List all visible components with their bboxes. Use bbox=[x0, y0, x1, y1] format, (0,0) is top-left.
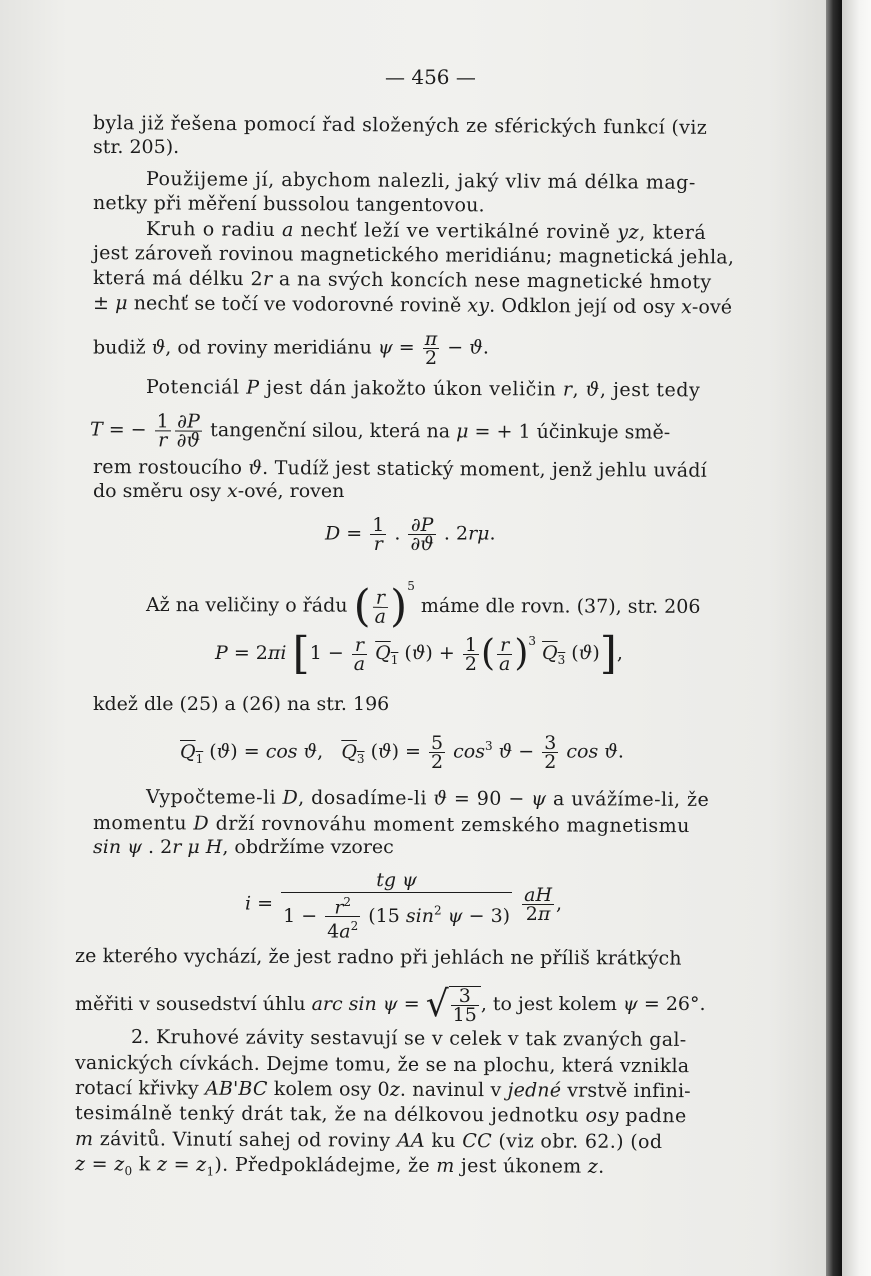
formula-D: D = $\frac{1}{r}$ . $\frac{\partial P}{\partial ϑ}$ . 2rμ. bbox=[325, 514, 496, 555]
text-line-11: T = − $\frac{1}{r}$ $\frac{\partial P}{\partial ϑ}$ tangenční silou, která na μ = + 1 účinkuje smě- bbox=[89, 410, 671, 452]
text-line-2: str. 205). bbox=[93, 136, 180, 158]
text-line-4: netky při měření bussolou tangentovou. bbox=[92, 192, 485, 217]
text-line-1: byla již řešena pomocí řad složených ze sférických funkcí (viz bbox=[92, 112, 708, 139]
text-line-26: vanických cívkách. Dejme tomu, že se na plochu, která vznikla bbox=[74, 1052, 690, 1078]
text-line-28: tesimálně tenký drát tak, že na délkovou jednotku osy padne bbox=[74, 1102, 687, 1128]
next-page-edge bbox=[842, 0, 871, 1276]
text-line-3: Použijeme jí, abychom nalezli, jaký vliv má délka mag- bbox=[145, 168, 696, 194]
formula-Q: $Q_1$ (ϑ) = cos ϑ, $Q_3$ (ϑ) = $\frac{5}{2}$ $\cos^3 ϑ$ − $\frac{3}{2}$ cos ϑ. bbox=[180, 732, 624, 773]
text-line-19: Vypočteme-li D, dosadíme-li ϑ = 90 − ψ a uvážíme-li, že bbox=[145, 786, 710, 811]
text-line-7: která má délku 2r a na svých koncích nese magnetické hmoty bbox=[92, 267, 712, 294]
text-line-9: budiž ϑ, od roviny meridiánu ψ = $\frac{\pi}{2}$ − ϑ. bbox=[93, 328, 489, 369]
text-line-23: ze kterého vychází, že jest radno při jehlách ne příliš krátkých bbox=[74, 945, 682, 970]
text-line-27: rotací křivky AB'BC kolem osy 0z. navinul v jedné vrstvě infini- bbox=[74, 1077, 691, 1103]
text-line-25: 2. Kruhové závity sestavují se v celek v tak zvaných gal- bbox=[130, 1026, 687, 1051]
page-number: — 456 — bbox=[385, 65, 476, 89]
page-gutter-shadow bbox=[826, 0, 842, 1276]
text-line-24: měřiti v sousedství úhlu arc sin ψ = √ $\frac{3}{15}$ , to jest kolem ψ = 26°. bbox=[75, 984, 706, 1026]
text-line-15: Až na veličiny o řádu ( $\frac{r}{a}$ )$^5$ máme dle rovn. (37), str. 206 bbox=[145, 578, 701, 632]
text-line-20: momentu D drží rovnováhu moment zemského magnetismu bbox=[92, 812, 690, 838]
text-line-6: jest zároveň rovinou magnetického meridiánu; magnetická jehla, bbox=[92, 242, 735, 269]
text-line-29: m závitů. Vinutí sahej od roviny AA ku CC (viz obr. 62.) (od bbox=[74, 1128, 663, 1154]
text-line-30: $z = z_0$ k $z = z_1$). Předpokládejme, že m jest úkonem z. bbox=[74, 1153, 605, 1179]
text-line-5: Kruh o radiu a nechť leží ve vertikálné rovině yz, která bbox=[145, 218, 707, 244]
text-line-17: kdež dle (25) a (26) na str. 196 bbox=[93, 693, 390, 715]
text-line-13: do směru osy x-ové, roven bbox=[93, 480, 345, 502]
formula-i: i = tg ψ 1 − $\frac{r^2}{4a^2}$ (15 $\sin^2 \psi - 3$) $\frac{aH}{2\pi}$ , bbox=[245, 869, 563, 943]
text-line-21: sin ψ . 2r μ H, obdržíme vzorec bbox=[93, 836, 394, 858]
text-line-10: Potenciál P jest dán jakožto úkon veličin r, ϑ, jest tedy bbox=[145, 376, 701, 402]
text-line-12: rem rostoucího ϑ. Tudíž jest statický moment, jenž jehlu uvádí bbox=[92, 456, 708, 482]
text-line-8: ± μ nechť se točí ve vodorovné rovině xy. Odklon její od osy x-ové bbox=[92, 292, 733, 319]
formula-P: P = 2πi [1 − $\frac{r}{a}$ $Q_1$ (ϑ) + $\frac{1}{2}$ ( $\frac{r}{a}$ )$^3$ $Q_3$ (ϑ)], bbox=[215, 628, 623, 679]
